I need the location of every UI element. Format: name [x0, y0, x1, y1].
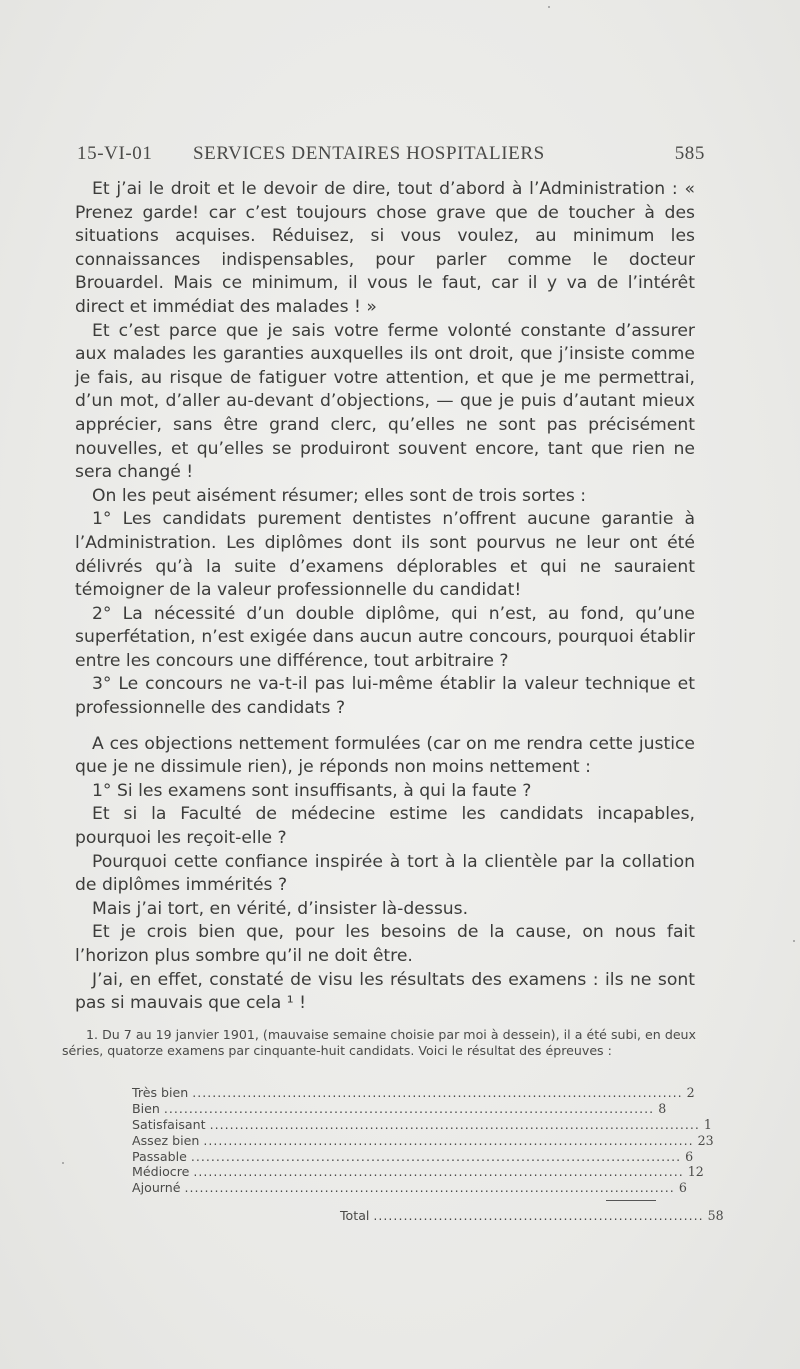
result-label: Ajourné [132, 1180, 181, 1196]
leader-dots: .................................................................................................. [184, 1180, 675, 1196]
paper-speck [548, 6, 550, 8]
result-label: Bien [132, 1100, 160, 1116]
paragraph: Mais j’ai tort, en vérité, d’insister là-dessus. [92, 898, 469, 919]
paragraph: 3° Le concours ne va-t-il pas lui-même établir la valeur technique et professionnelle des candidats ? [75, 674, 695, 719]
result-row [132, 1100, 667, 1117]
paragraph: J’ai, en effet, constaté de visu les résultats des examens : ils ne sont pas si mauvais que cela ¹ ! [75, 969, 695, 1014]
paragraph: 2° La nécessité d’un double diplôme, qui n’est, au fond, qu’une superfétation, n’est exigée dans aucun autre concours, pourquoi établir entre les concours une différence, tout arbitraire ? [75, 603, 695, 671]
result-row [132, 1132, 714, 1149]
result-row [132, 1116, 712, 1133]
header-date: 15-VI-01 [77, 143, 153, 164]
paragraph: 1° Les candidats purement dentistes n’offrent aucune garantie à l’Administration. Les diplômes dont ils sont pourvus ne leur ont été délivrés qu’à la suite d’examens déplorables et qui ne sauraient témoigner de la valeur professionnelle du candidat! [75, 509, 695, 601]
result-value: 8 [658, 1100, 667, 1116]
paper-speck [62, 1162, 64, 1164]
result-label: Satisfaisant [132, 1116, 206, 1132]
result-value: 23 [697, 1132, 714, 1148]
result-value: 12 [687, 1164, 704, 1180]
leader-dots: .................................................................................................. [193, 1164, 684, 1180]
result-label: Très bien [132, 1085, 189, 1100]
footnote-text: 1. Du 7 au 19 janvier 1901, (mauvaise semaine choisie par moi à dessein), il a été subi, en deux séries, quatorze examens par cinquante-huit candidats. Voici le résultat des épreuves : [62, 1027, 696, 1059]
result-row [132, 1180, 687, 1196]
result-value: 6 [678, 1180, 687, 1196]
result-row [132, 1085, 695, 1101]
leader-dots: .................................................................. [373, 1208, 704, 1223]
total-value: 58 [707, 1208, 724, 1223]
leader-dots: .................................................................................................. [192, 1085, 683, 1100]
result-value: 6 [685, 1148, 694, 1164]
result-row [132, 1148, 694, 1165]
results-table [132, 1085, 714, 1196]
result-label: Assez bien [132, 1132, 200, 1148]
paragraph: Et si la Faculté de médecine estime les candidats incapables, pourquoi les reçoit-elle ? [75, 804, 695, 849]
paragraph: Et j’ai le droit et le devoir de dire, tout d’abord à l’Administration : « Prenez garde! car c’est toujours chose grave que de toucher à des situations acquises. Réduisez, si vous voulez, au minimum les connaissances indispensables, pour parler comme le docteur Brouardel. Mais ce minimum, il vous le faut, car il y va de l’intérêt direct et immédiat des malades ! » [75, 179, 695, 317]
paragraph: 1° Si les examens sont insuffisants, à qui la faute ? [92, 780, 532, 801]
leader-dots: .................................................................................................. [203, 1132, 694, 1148]
result-label: Médiocre [132, 1164, 190, 1180]
header-title: SERVICES DENTAIRES HOSPITALIERS [193, 143, 545, 164]
page-number: 585 [674, 143, 705, 164]
result-value: 1 [703, 1116, 712, 1132]
total-line [340, 1208, 724, 1224]
paragraph: Et c’est parce que je sais votre ferme volonté constante d’assurer aux malades les garanties auxquelles ils ont droit, que j’insiste comme je fais, au risque de fatiguer votre attention, et que je me permettrai, d’un mot, d’aller au-devant d’objections, — que je puis d’autant mieux apprécier, sans être grand clerc, qu’elles ne sont pas précisément nouvelles, et qu’elles se produiront souvent encore, tant que rien ne sera changé ! [75, 320, 695, 483]
footnote [62, 1027, 696, 1059]
total-row [340, 1208, 724, 1224]
body-text [75, 178, 695, 1016]
paragraph: Pourquoi cette confiance inspirée à tort à la clientèle par la collation de diplômes immérités ? [75, 851, 695, 896]
paragraph: On les peut aisément résumer; elles sont de trois sortes : [92, 485, 587, 506]
paragraph: Et je crois bien que, pour les besoins de la cause, on nous fait l’horizon plus sombre qu’il ne doit être. [75, 922, 695, 966]
leader-dots: .................................................................................................. [163, 1100, 655, 1116]
total-rule [606, 1200, 656, 1201]
paragraph: A ces objections nettement formulées (car on me rendra cette justice que je ne dissimule rien), je réponds non moins nettement : [75, 733, 695, 778]
leader-dots: .................................................................................................. [190, 1148, 682, 1164]
total-label: Total [340, 1208, 370, 1223]
result-row [132, 1164, 704, 1180]
result-value: 2 [686, 1085, 695, 1100]
leader-dots: .................................................................................................. [209, 1116, 700, 1132]
paper-speck [793, 940, 795, 942]
result-label: Passable [132, 1148, 187, 1164]
